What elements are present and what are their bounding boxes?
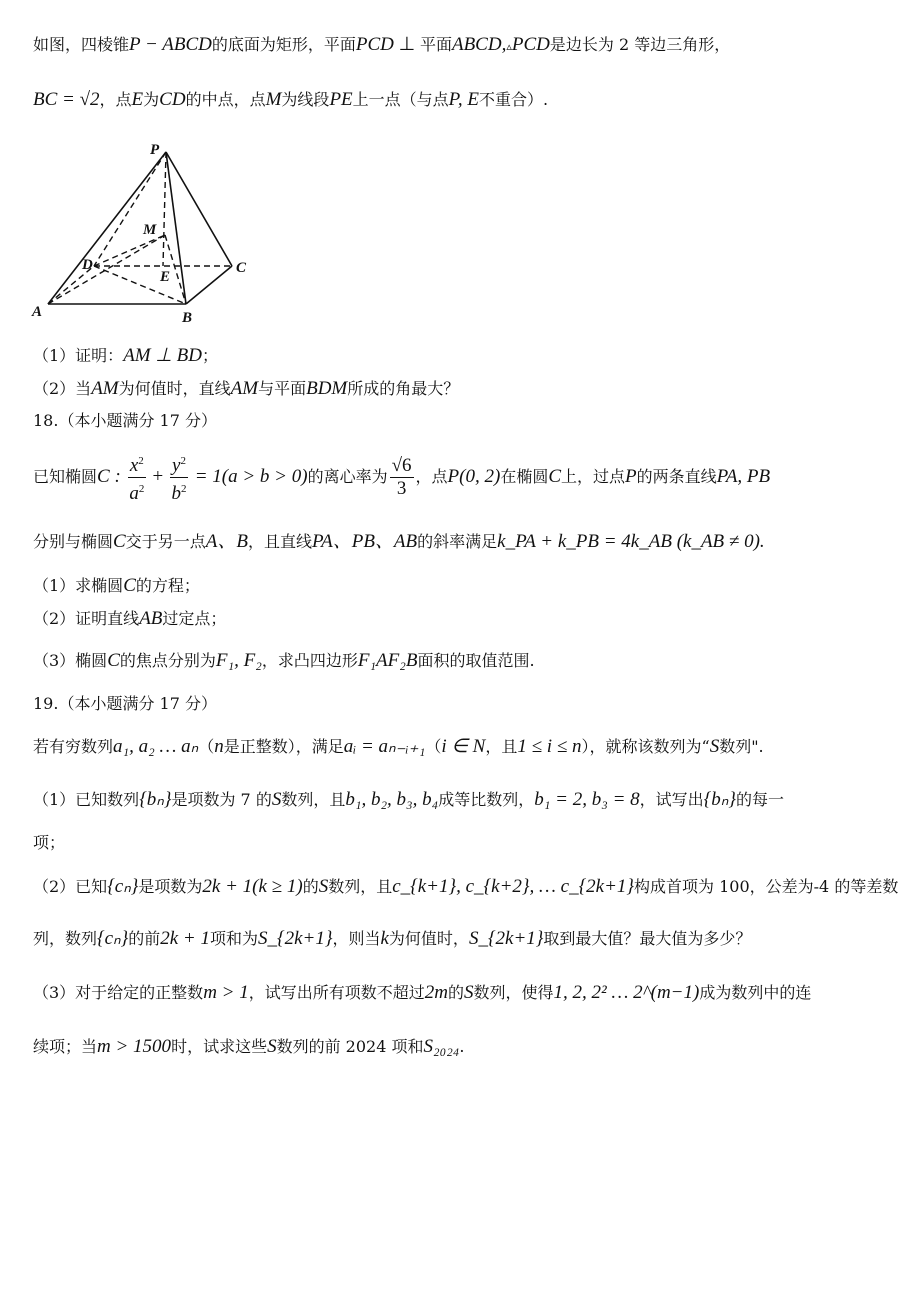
text: ，且直线 — [247, 532, 312, 551]
math-s: S — [709, 736, 720, 757]
text: （2）当 — [33, 379, 92, 398]
q19-part-2-line-2 — [33, 928, 751, 950]
math-b1-b4: b₁, b₂, b₃, b₄ — [345, 789, 439, 810]
math-slope-eq: k_PA + k_PB = 4k_AB (k_AB ≠ 0). — [497, 531, 765, 552]
math-p-e: P, E — [448, 89, 479, 110]
intro-line-2 — [33, 89, 548, 111]
math-abcd: ABCD, — [451, 34, 507, 55]
math-m-gt-1500: m > 1500 — [97, 1036, 172, 1057]
text: 是项数为 7 的 — [171, 790, 272, 809]
math-sqrt6: √6 — [391, 455, 412, 476]
text: 续项；当 — [33, 1037, 98, 1056]
math-3: 3 — [396, 478, 407, 499]
math-s-2024: S₂₀₂₄ — [423, 1036, 460, 1057]
math-powers: 1, 2, 2² … 2^(m−1) — [553, 982, 700, 1003]
edge-pc — [166, 152, 232, 266]
text: （1）已知数列 — [33, 790, 140, 809]
text: 取到最大值？最大值为多少？ — [543, 929, 752, 948]
math-y: y — [172, 455, 181, 476]
text: ，点 — [415, 467, 448, 486]
text: 是边长为 2 等边三角形， — [549, 35, 731, 54]
text: （2）证明直线 — [33, 609, 140, 628]
text: 的每一 — [735, 790, 784, 809]
math-cd: CD — [159, 89, 186, 110]
text: ），就称该数列为“ — [581, 737, 710, 756]
text: ； — [202, 346, 219, 365]
text: （2）已知 — [33, 877, 108, 896]
text: （ — [198, 737, 215, 756]
math-c: C : — [97, 466, 121, 487]
math-n: n — [214, 736, 224, 757]
math-am: AM — [230, 378, 259, 399]
q18-header: 18.（本小题满分 17 分） — [33, 411, 217, 430]
text: （ — [425, 737, 442, 756]
text: 过定点； — [162, 609, 227, 628]
math-s: S — [271, 789, 282, 810]
text: 是正整数），满足 — [223, 737, 344, 756]
text: 数列，且 — [328, 877, 393, 896]
text: 分别与椭圆 — [33, 532, 114, 551]
segment-dm-hidden — [94, 235, 165, 266]
text: ，试写出所有项数不超过 — [248, 983, 425, 1002]
text: 所成的角最大？ — [347, 379, 460, 398]
math-m-gt-1: m > 1 — [203, 982, 249, 1003]
math-c: C — [107, 650, 120, 671]
q19-part-1-line-2: 项； — [33, 833, 66, 852]
math-s-2k-plus-1: S_{2k+1} — [258, 928, 333, 949]
text: 的中点，点 — [185, 90, 266, 109]
math-i-in-n: i ∈ N — [441, 736, 486, 757]
math-cn: {cₙ} — [107, 876, 139, 897]
q19-part-3-line-1 — [33, 982, 811, 1004]
text: 已知椭圆 — [33, 467, 98, 486]
math-cn: {cₙ} — [97, 928, 129, 949]
math-2k-plus-1: 2k + 1(k ≥ 1) — [202, 876, 303, 897]
text: 在椭圆 — [500, 467, 549, 486]
fraction-x2-a2: $\frac{x^2}{a^2}$ — [128, 450, 146, 505]
math-pe: PE — [329, 89, 353, 110]
text: 上，过点 — [561, 467, 626, 486]
math-m: M — [265, 89, 282, 110]
segment-bd-hidden — [94, 266, 186, 304]
math-condition: aᵢ = aₙ₋ᵢ₊₁ — [343, 736, 426, 757]
math-2m: 2m — [424, 982, 448, 1003]
q19-line-1 — [33, 736, 764, 758]
math-lines: PA、PB、AB — [311, 531, 418, 552]
text: 数列，使得 — [473, 983, 554, 1002]
text: 的方程； — [135, 576, 200, 595]
text: ，且 — [485, 737, 518, 756]
text: 数列". — [719, 737, 764, 756]
q17-part-1 — [33, 345, 218, 367]
math-c: C — [123, 575, 136, 596]
text: 的斜率满足 — [417, 532, 498, 551]
text: ，试写出 — [639, 790, 704, 809]
q19-part-2-line-1 — [33, 876, 898, 898]
q18-line-2 — [33, 531, 765, 553]
math-bdm: BDM — [306, 378, 348, 399]
math-bn: {bₙ} — [703, 789, 736, 810]
math-s: S — [318, 876, 329, 897]
pyramid-figure — [28, 138, 268, 328]
math-e: E — [131, 89, 144, 110]
text: 的离心率为 — [307, 467, 388, 486]
plus-symbol: + — [147, 466, 169, 487]
math-s-2k-plus-1: S_{2k+1} — [468, 928, 544, 949]
math-k: k — [380, 928, 389, 949]
fraction-y2-b2: $\frac{y^2}{b^2}$ — [170, 450, 188, 505]
math-pcd: PCD — [355, 34, 394, 55]
text: 列，数列 — [33, 929, 98, 948]
q19-header: 19.（本小题满分 17 分） — [33, 694, 217, 713]
label-p: P — [150, 142, 160, 158]
text: 的焦点分别为 — [119, 651, 216, 670]
label-e: E — [160, 269, 171, 285]
q18-sub-2 — [33, 608, 226, 630]
q18-sub-3 — [33, 650, 535, 672]
math-pa-pb: PA, PB — [716, 466, 771, 487]
text: 交于另一点 — [125, 532, 206, 551]
math-p: P — [625, 466, 637, 487]
math-p-0-2: P(0, 2) — [447, 466, 501, 487]
perp-symbol: ⊥ — [393, 34, 420, 55]
math-a: a — [129, 483, 139, 504]
q19-part-3-line-2 — [33, 1036, 465, 1058]
text: 为何值时， — [388, 929, 469, 948]
label-d: D — [82, 257, 93, 273]
math-c-sequence: c_{k+1}, c_{k+2}, … c_{2k+1} — [392, 876, 635, 897]
q17-part-2 — [33, 378, 459, 400]
text: 构成首项为 100，公差为-4 的等差数 — [634, 877, 899, 896]
math-ab: AB — [139, 608, 163, 629]
text: （1）求椭圆 — [33, 576, 124, 595]
text: 的 — [447, 983, 464, 1002]
text: 是项数为 — [138, 877, 203, 896]
q19-part-1-line-1 — [33, 789, 784, 811]
text: 面积的取值范围. — [417, 651, 535, 670]
text: 的两条直线 — [636, 467, 717, 486]
intro-line-1 — [33, 34, 730, 58]
text: . — [459, 1037, 465, 1056]
math-x: x — [129, 455, 139, 476]
math-p-abcd: P − ABCD — [129, 34, 212, 55]
text: ，求凸四边形 — [261, 651, 358, 670]
math-b-values: b₁ = 2, b₃ = 8 — [534, 789, 640, 810]
triangle-icon: ▵ — [506, 40, 512, 53]
math-c: C — [113, 531, 126, 552]
text: ，点 — [99, 90, 132, 109]
math-f1-f2: F₁, F₂ — [215, 650, 262, 671]
text: 的前 — [128, 929, 161, 948]
label-a: A — [32, 304, 43, 320]
label-b: B — [182, 310, 193, 326]
label-c: C — [236, 260, 247, 276]
text: 为线段 — [281, 90, 330, 109]
math-s: S — [464, 982, 474, 1003]
math-bc: BC = √2 — [33, 89, 100, 110]
math-pcd: PCD — [511, 34, 550, 55]
label-m: M — [143, 222, 157, 238]
math-am-perp-bd: AM ⊥ BD — [123, 345, 202, 366]
math-b: b — [171, 483, 181, 504]
text: 数列的前 2024 项和 — [276, 1037, 424, 1056]
text: 与平面 — [258, 379, 307, 398]
text: ，则当 — [332, 929, 381, 948]
text: （1）证明： — [33, 346, 124, 365]
edge-pd-hidden — [94, 152, 166, 266]
text: 平面 — [419, 35, 452, 54]
text: 不重合）. — [478, 90, 549, 109]
math-sequence: a₁, a₂ … aₙ — [113, 736, 199, 757]
math-a-b: A、B — [205, 531, 248, 552]
math-bn: {bₙ} — [139, 789, 172, 810]
text: 成为数列中的连 — [699, 983, 812, 1002]
q18-sub-1 — [33, 575, 200, 597]
text: 若有穷数列 — [33, 737, 114, 756]
text: （3）椭圆 — [33, 651, 108, 670]
math-eq-1: = 1(a > b > 0) — [189, 466, 308, 487]
edge-bc — [186, 266, 232, 304]
math-s: S — [267, 1036, 277, 1057]
text: 数列，且 — [281, 790, 346, 809]
text: 的底面为矩形，平面 — [211, 35, 356, 54]
text: 的 — [302, 877, 319, 896]
text: 项和为 — [210, 929, 259, 948]
text: 为 — [143, 90, 160, 109]
math-2k-plus-1: 2k + 1 — [160, 928, 210, 949]
q18-line-1 — [33, 450, 770, 505]
text: 成等比数列， — [438, 790, 535, 809]
text: 上一点（与点 — [352, 90, 449, 109]
text: （3）对于给定的正整数 — [33, 983, 204, 1002]
text: 为何值时，直线 — [118, 379, 231, 398]
segment-pe-hidden — [163, 152, 166, 266]
math-range: 1 ≤ i ≤ n — [517, 736, 582, 757]
text: 时，试求这些 — [171, 1037, 268, 1056]
fraction-sqrt6-3 — [390, 455, 414, 500]
math-c: C — [548, 466, 562, 487]
math-f1af2b: F₁AF₂B — [357, 650, 418, 671]
text: 如图，四棱锥 — [33, 35, 130, 54]
math-am: AM — [91, 378, 119, 399]
